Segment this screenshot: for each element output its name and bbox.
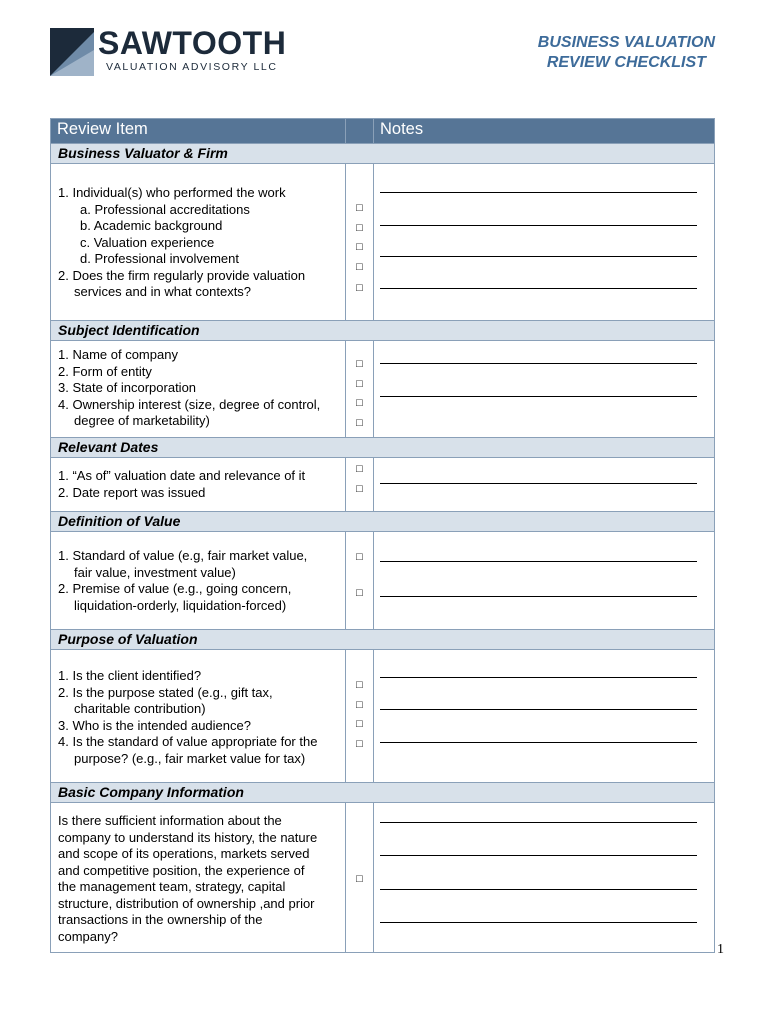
checkbox[interactable]: □: [356, 282, 363, 294]
document-title-line-2: REVIEW CHECKLIST: [546, 54, 706, 71]
review-item-cell: [51, 532, 346, 630]
review-item-cell: [51, 164, 346, 321]
checkbox[interactable]: □: [356, 551, 363, 563]
review-item-line: the management team, strategy, capital: [58, 879, 286, 894]
section-row-relevant-dates: [51, 458, 715, 512]
review-item-line: fair value, investment value): [74, 564, 236, 580]
review-item-line: 1. Standard of value (e.g, fair market value,: [58, 548, 308, 563]
review-item-line: purpose? (e.g., fair market value for tax): [74, 750, 306, 766]
note-line[interactable]: [380, 288, 697, 289]
section-title: Subject Identification: [51, 321, 715, 341]
review-item-line: services and in what contexts?: [74, 284, 252, 299]
checkbox[interactable]: □: [356, 586, 363, 599]
section-header-basic-company-information: [51, 783, 715, 803]
note-line[interactable]: [380, 742, 697, 743]
checkbox[interactable]: □: [356, 718, 363, 730]
page-number: 1: [717, 942, 724, 957]
checkbox[interactable]: □: [356, 679, 363, 691]
column-header-notes: Notes: [374, 119, 715, 144]
review-item-line: 1. Is the client identified?: [58, 668, 202, 683]
review-item-line: and scope of its operations, markets served: [58, 846, 310, 861]
notes-cell[interactable]: [374, 650, 715, 783]
checkbox-cell: [346, 164, 374, 321]
column-header-review-item: Review Item: [51, 119, 346, 144]
checkbox[interactable]: □: [356, 482, 363, 495]
checkbox[interactable]: □: [356, 221, 363, 234]
review-item-line: c. Valuation experience: [80, 234, 215, 250]
note-line[interactable]: [380, 889, 697, 890]
section-title: Definition of Value: [51, 512, 715, 532]
section-title: Basic Company Information: [51, 783, 715, 803]
review-item-line: 2. Form of entity: [58, 363, 152, 379]
section-row-definition-of-value: [51, 532, 715, 630]
section-title: Relevant Dates: [51, 438, 715, 458]
section-row-basic-company-information: [51, 803, 715, 953]
section-header-subject-identification: [51, 321, 715, 341]
notes-cell[interactable]: [374, 458, 715, 512]
section-header-business-valuator-firm: [51, 144, 715, 164]
review-item-line: 1. Name of company: [58, 347, 178, 362]
checkbox[interactable]: □: [356, 260, 363, 273]
review-item-line: company to understand its history, the nature: [58, 829, 318, 845]
section-title: Business Valuator & Firm: [51, 144, 715, 164]
section-header-relevant-dates: [51, 438, 715, 458]
checkbox[interactable]: □: [356, 358, 363, 370]
review-item-line: 1. “As of” valuation date and relevance of it: [58, 468, 306, 483]
section-row-business-valuator-firm: [51, 164, 715, 321]
review-item-line: company?: [58, 928, 118, 944]
review-item-line: and competitive position, the experience of: [58, 862, 305, 878]
notes-cell[interactable]: [374, 341, 715, 438]
section-row-purpose-of-valuation: [51, 650, 715, 783]
checkbox-cell: [346, 341, 374, 438]
logo-name: SAWTOOTH: [98, 25, 287, 61]
review-item-line: 3. Who is the intended audience?: [58, 717, 251, 733]
note-line[interactable]: [380, 822, 697, 823]
checkbox[interactable]: □: [356, 202, 363, 214]
notes-cell[interactable]: [374, 532, 715, 630]
review-item-line: 2. Date report was issued: [58, 484, 206, 500]
review-item-line: a. Professional accreditations: [80, 201, 250, 217]
document-title: [538, 33, 715, 73]
checkbox[interactable]: □: [356, 873, 363, 885]
note-line[interactable]: [380, 709, 697, 710]
review-item-line: Is there sufficient information about the: [58, 813, 282, 828]
note-line[interactable]: [380, 225, 697, 226]
review-item-line: 3. State of incorporation: [58, 380, 197, 395]
section-header-definition-of-value: [51, 512, 715, 532]
checkbox[interactable]: □: [356, 416, 363, 429]
note-line[interactable]: [380, 922, 697, 923]
sawtooth-logo-mark-icon: [50, 28, 94, 76]
review-item-line: structure, distribution of ownership ,and prior: [58, 895, 315, 911]
note-line[interactable]: [380, 256, 697, 257]
table-header-row: [51, 119, 715, 144]
review-item-cell: [51, 341, 346, 438]
company-logo: [50, 25, 290, 76]
note-line[interactable]: [380, 855, 697, 856]
review-item-line: transactions in the ownership of the: [58, 912, 263, 927]
note-line[interactable]: [380, 483, 697, 484]
logo-subtitle: VALUATION ADVISORY LLC: [106, 61, 278, 73]
note-line[interactable]: [380, 363, 697, 364]
checkbox-cell: [346, 458, 374, 512]
review-item-cell: [51, 650, 346, 783]
note-line[interactable]: [380, 192, 697, 193]
review-item-line: 2. Is the purpose stated (e.g., gift tax,: [58, 684, 273, 700]
review-item-line: 4. Is the standard of value appropriate for the: [58, 734, 318, 749]
section-title: Purpose of Valuation: [51, 630, 715, 650]
checkbox[interactable]: □: [356, 463, 363, 475]
checkbox-cell: [346, 650, 374, 783]
column-header-checkbox: [346, 119, 374, 144]
checkbox[interactable]: □: [356, 737, 363, 750]
notes-cell[interactable]: [374, 164, 715, 321]
checkbox-cell: [346, 532, 374, 630]
note-line[interactable]: [380, 677, 697, 678]
note-line[interactable]: [380, 396, 697, 397]
review-item-line: 1. Individual(s) who performed the work: [58, 185, 286, 200]
review-item-line: liquidation-orderly, liquidation-forced): [74, 597, 287, 613]
note-line[interactable]: [380, 596, 697, 597]
review-item-line: b. Academic background: [80, 218, 223, 233]
review-item-line: degree of marketability): [74, 413, 210, 428]
checkbox-cell: [346, 803, 374, 953]
review-item-line: d. Professional involvement: [80, 251, 239, 266]
note-line[interactable]: [380, 561, 697, 562]
notes-cell[interactable]: [374, 803, 715, 953]
checkbox[interactable]: □: [356, 698, 363, 711]
review-item-line: 4. Ownership interest (size, degree of control,: [58, 396, 321, 412]
review-item-line: 2. Premise of value (e.g., going concern,: [58, 581, 292, 596]
checkbox[interactable]: □: [356, 377, 363, 390]
document-title-line-1: BUSINESS VALUATION: [537, 34, 715, 51]
section-header-purpose-of-valuation: [51, 630, 715, 650]
checkbox[interactable]: □: [356, 397, 363, 409]
review-item-line: charitable contribution): [74, 701, 206, 716]
review-item-cell: [51, 458, 346, 512]
review-item-cell: [51, 803, 346, 953]
section-row-subject-identification: [51, 341, 715, 438]
review-checklist-table: [50, 118, 715, 953]
checkbox[interactable]: □: [356, 241, 363, 253]
review-item-line: 2. Does the firm regularly provide valuation: [58, 267, 306, 283]
